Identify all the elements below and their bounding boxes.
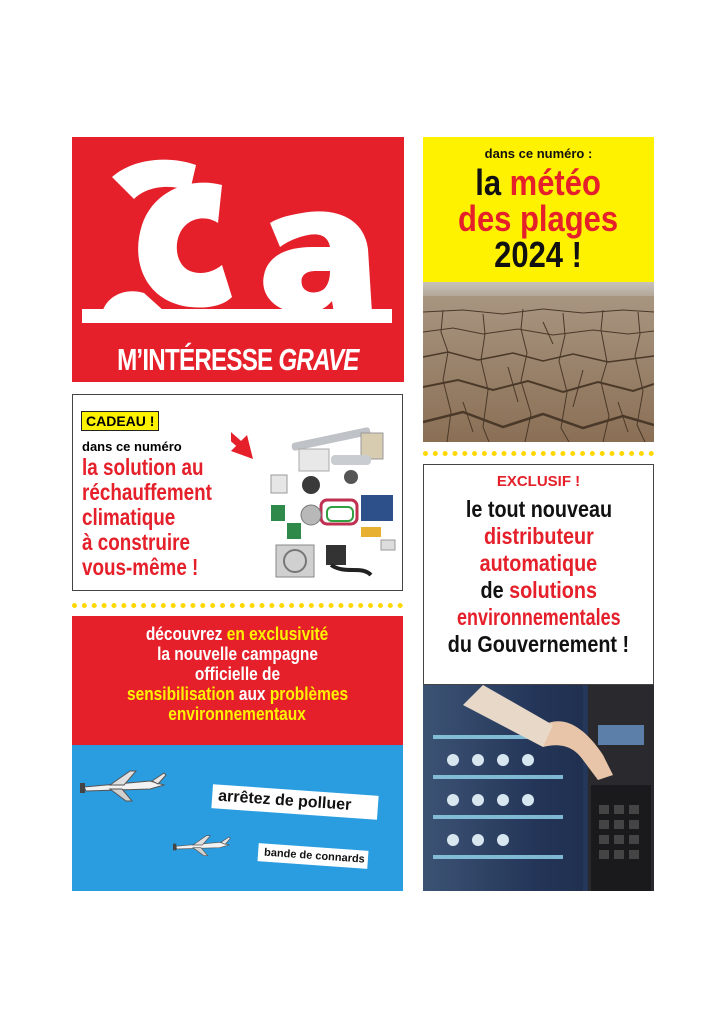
campagne-l4-w: aux [238,684,266,704]
meteo-kicker: dans ce numéro : [484,146,593,161]
cadeau-line: climatique [82,504,176,530]
red-arrow-icon [231,421,253,459]
cracked-earth-photo [423,282,654,442]
campagne-l5: environnementaux [168,704,307,724]
exclusif-line4-black: de [480,577,504,603]
plane-icon [80,767,170,803]
magazine-logo [72,137,404,382]
cadeau-tag: CADEAU ! [81,411,159,431]
cadeau-line: réchauffement [82,479,212,505]
campagne-panel [72,616,403,745]
exclusif-line2: distributeur [483,523,594,549]
vending-machine-photo [423,685,654,891]
banner-1 [211,784,378,820]
campagne-l3: officielle de [194,664,281,684]
meteo-line1-black: la [475,162,502,203]
exclusif-line4-red: solutions [508,577,597,603]
campagne-l1-white: découvrez [146,624,223,644]
meteo-line1-red: météo [510,162,602,203]
ca-logo-mark [72,137,404,337]
campagne-l2: la nouvelle campagne [157,644,318,664]
dotted-divider-left [72,603,403,608]
exclusif-panel [423,464,654,685]
logo-subtitle [72,342,404,378]
logo-subtitle-main: M’INTÉRESSE [117,342,273,377]
banner-1-text: arrêtez de polluer [217,787,352,814]
meteo-panel [423,137,654,282]
meteo-line3: 2024 ! [494,234,583,275]
cadeau-line: la solution au [82,454,204,480]
banner-2 [258,843,369,869]
exclusif-line3: automatique [479,550,598,576]
exclusif-line1: le tout nouveau [465,496,612,522]
banner-2-text: bande de connards [263,846,366,866]
logo-subtitle-emph: GRAVE [278,342,359,377]
electronics-kit-photo [231,415,401,585]
plane-icon [172,833,234,857]
campagne-l4-y2: problèmes [269,684,349,704]
exclusif-line5: environnementales [456,604,621,630]
campagne-l1-yellow: en exclusivité [227,624,329,644]
cadeau-headline [82,455,240,580]
dotted-divider-right [423,451,654,456]
exclusif-tag: EXCLUSIF ! [496,473,581,490]
cadeau-kicker: dans ce numéro [82,439,182,454]
exclusif-line6: du Gouvernement ! [447,631,630,657]
campagne-l4-y1: sensibilisation [126,684,235,704]
meteo-line2: des plages [458,198,619,239]
sky-banner-scene [72,745,403,891]
cadeau-line: vous-même ! [82,554,199,580]
cadeau-line: à construire [82,529,190,555]
cadeau-panel [72,394,403,591]
